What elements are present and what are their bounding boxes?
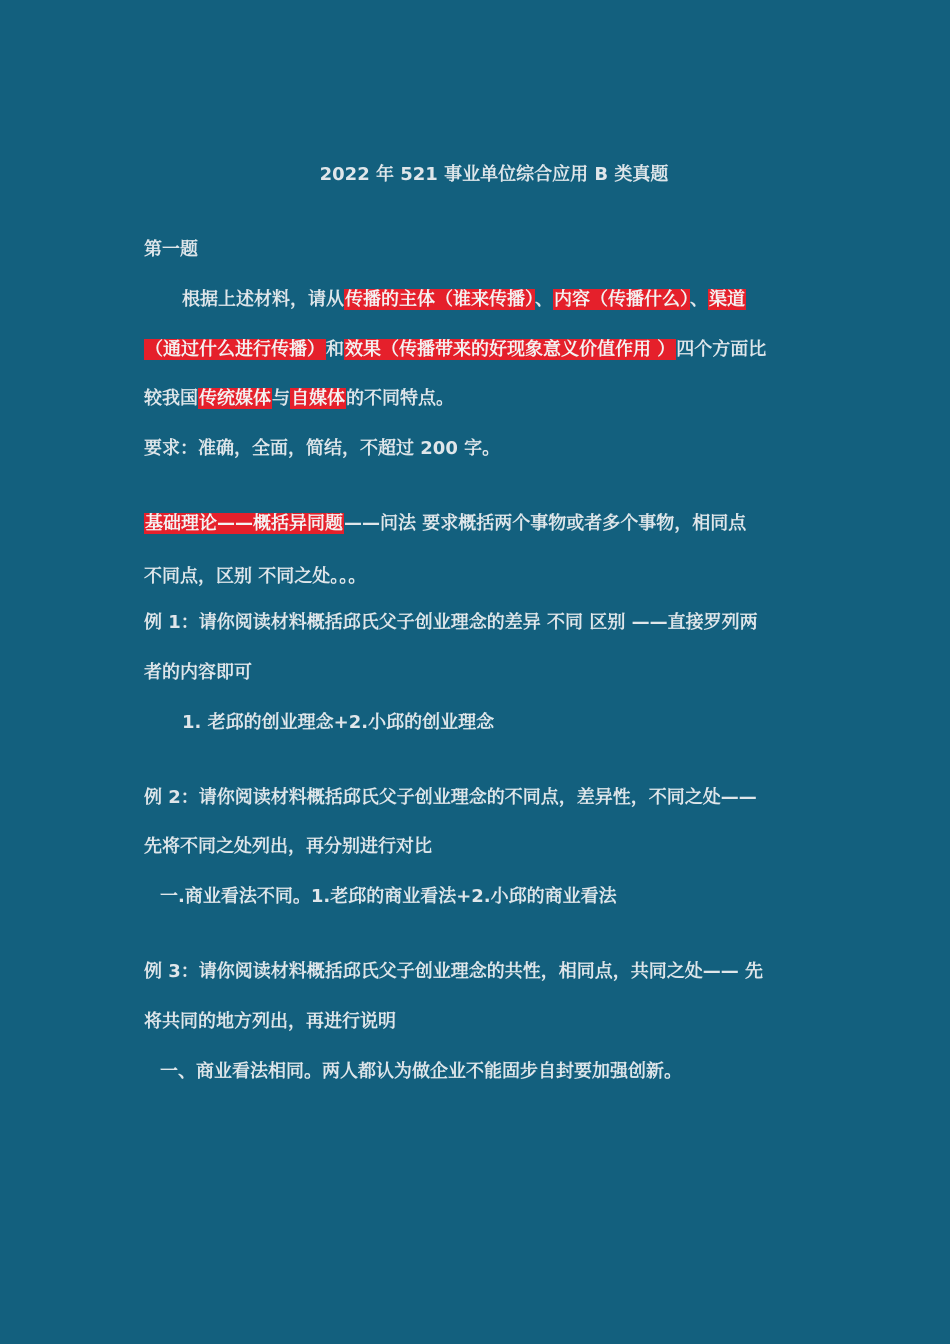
highlight-self-media: 自媒体: [291, 388, 345, 409]
highlight-subject: 传播的主体（谁来传播）: [345, 289, 534, 310]
example-1-answer: 1. 老邱的创业理念+2.小邱的创业理念: [182, 712, 495, 733]
highlight-content: 内容（传播什么）: [554, 289, 689, 310]
example-3-line-2: 将共同的地方列出，再进行说明: [144, 1011, 396, 1032]
highlight-effect: 效果（传播带来的好现象意义价值作用 ）: [345, 339, 676, 360]
question-text: 较我国: [144, 388, 198, 409]
theory-text: ——问法 要求概括两个事物或者多个事物，相同点: [344, 513, 747, 534]
document-title: 2022 年 521 事业单位综合应用 B 类真题: [319, 164, 669, 185]
example-2-line-1: 例 2：请你阅读材料概括邱氏父子创业理念的不同点，差异性，不同之处——: [144, 787, 757, 808]
example-3-answer: 一、商业看法相同。两人都认为做企业不能固步自封要加强创新。: [160, 1061, 682, 1082]
question-line-2: [144, 337, 766, 363]
highlight-theory-label: 基础理论——概括异同题: [145, 513, 343, 534]
theory-line-2: 不同点，区别 不同之处。。。: [144, 566, 367, 587]
example-2-answer: 一.商业看法不同。1.老邱的商业看法+2.小邱的商业看法: [160, 886, 617, 907]
question-text: 的不同特点。: [346, 388, 454, 409]
requirement-text: 要求：准确，全面，简结，不超过 200 字。: [144, 438, 501, 459]
question-line-3: [144, 386, 454, 412]
example-1-line-1: 例 1：请你阅读材料概括邱氏父子创业理念的差异 不同 区别 ——直接罗列两: [144, 612, 758, 633]
section-heading: 第一题: [144, 239, 198, 260]
highlight-channel: 渠道: [709, 289, 745, 310]
question-text: 四个方面比: [676, 339, 767, 360]
example-2-line-2: 先将不同之处列出，再分别进行对比: [144, 836, 432, 857]
highlight-channel-detail: （通过什么进行传播）: [145, 339, 325, 360]
theory-line-1: [144, 511, 746, 537]
question-text: 和: [326, 339, 344, 360]
example-3-line-1: 例 3：请你阅读材料概括邱氏父子创业理念的共性，相同点，共同之处—— 先: [144, 961, 764, 982]
question-text: 与: [272, 388, 290, 409]
question-line-1: [182, 287, 746, 313]
question-text: 、: [690, 289, 708, 310]
question-text: 根据上述材料，请从: [182, 289, 344, 310]
example-1-line-2: 者的内容即可: [144, 662, 252, 683]
question-text: 、: [535, 289, 553, 310]
highlight-traditional-media: 传统媒体: [199, 388, 271, 409]
